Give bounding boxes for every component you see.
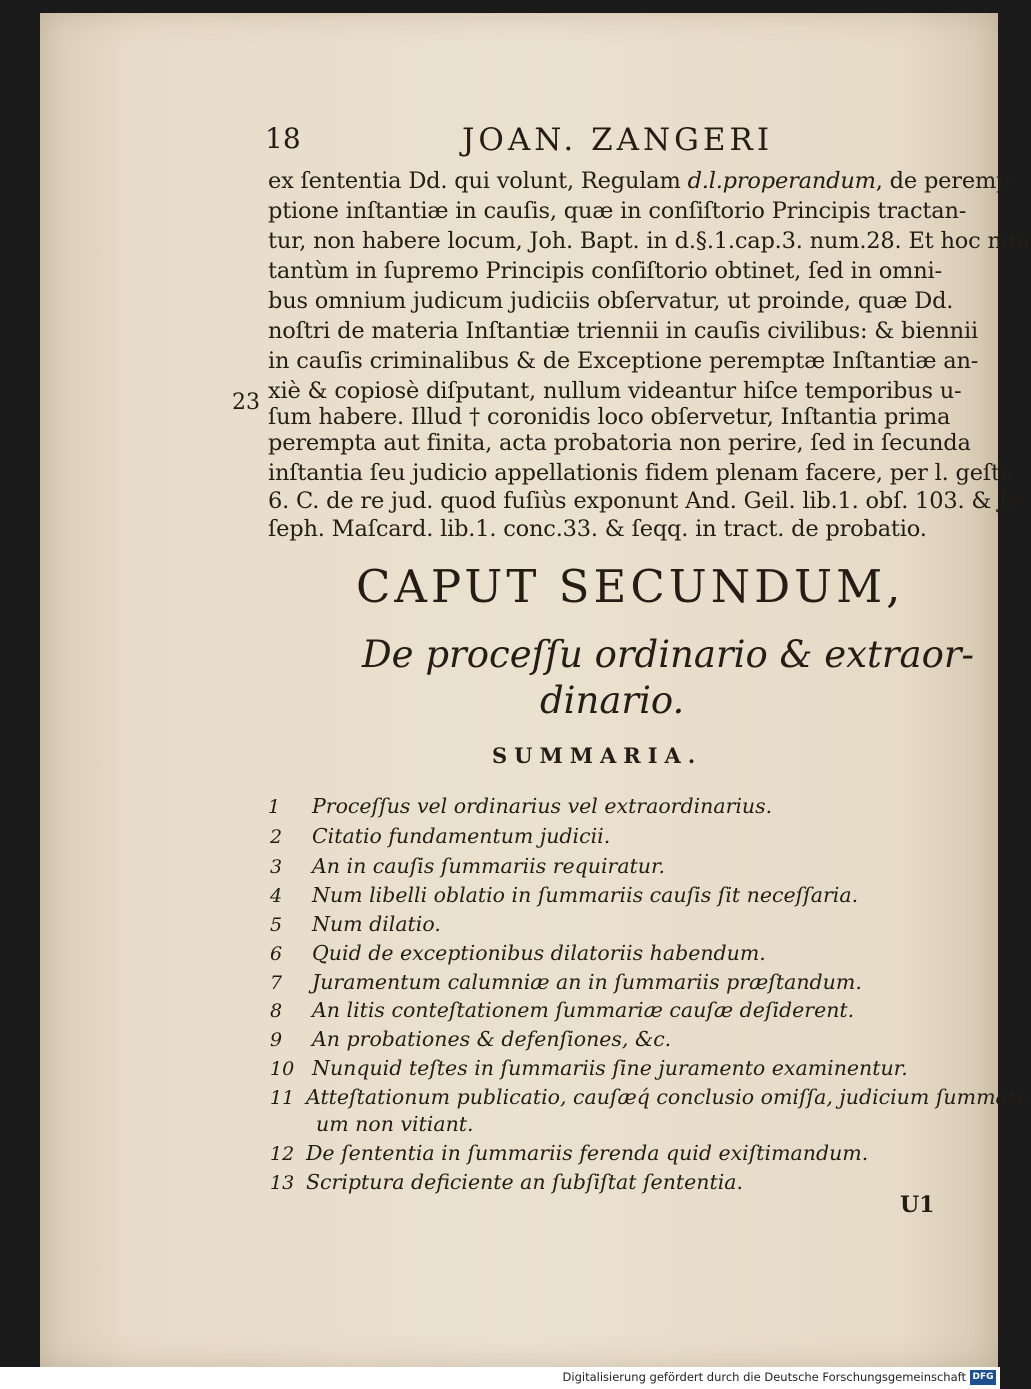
body-line: 6. C. de re jud. quod fuſiùs exponunt And. Geil. lib.1. obſ. 103. & Jo- — [268, 488, 1028, 514]
summary-number: 13 — [270, 1172, 295, 1194]
summary-text: An litis conteſtationem ſummariæ cauſæ deſiderent. — [312, 998, 855, 1022]
chapter-subtitle-line1: De proceſſu ordinario & extraor- — [362, 633, 975, 676]
summary-number: 11 — [270, 1087, 295, 1109]
chapter-subtitle-line2: dinario. — [540, 679, 685, 722]
running-title: JOAN. ZANGERI — [462, 122, 774, 158]
body-line: in cauſis criminalibus & de Exceptione peremptæ Inſtantiæ an- — [268, 348, 979, 374]
summary-text: Juramentum calumniæ an in ſummariis præſtandum. — [312, 970, 862, 994]
margin-note-number: 23 — [232, 390, 260, 415]
summary-text: Quid de exceptionibus dilatoriis habendum. — [312, 941, 766, 965]
body-line: ex ſententia Dd. qui volunt, Regulam d.l.properandum, de peremp- — [268, 168, 1018, 194]
summary-number: 1 — [268, 796, 281, 818]
body-line: bus omnium judicum judiciis obſervatur, ut proinde, quæ Dd. — [268, 288, 954, 314]
summary-number: 12 — [270, 1143, 295, 1165]
summary-number: 6 — [270, 943, 283, 965]
summary-number: 10 — [270, 1058, 295, 1080]
catchword: U1 — [900, 1192, 935, 1218]
summary-number: 3 — [270, 856, 283, 878]
body-line: xiè & copiosè diſputant, nullum videantur hiſce temporibus u- — [268, 378, 962, 404]
summary-text: An in cauſis ſummariis requiratur. — [312, 854, 666, 878]
summary-text: Nunquid teſtes in ſummariis ſine juramento examinentur. — [312, 1056, 908, 1080]
body-line: tur, non habere locum, Joh. Bapt. in d.§.1.cap.3. num.28. Et hoc non — [268, 228, 1030, 254]
summary-text: Citatio fundamentum judicii. — [312, 824, 611, 848]
summary-text: Num libelli oblatio in ſummariis cauſis ſit neceſſaria. — [312, 883, 859, 907]
summary-number: 8 — [270, 1000, 283, 1022]
summaria-heading: SUMMARIA. — [492, 743, 703, 768]
summary-number: 2 — [270, 826, 283, 848]
summary-text: Num dilatio. — [312, 912, 441, 936]
body-line: noſtri de materia Inſtantiæ triennii in cauſis civilibus: & biennii — [268, 318, 978, 344]
summary-number: 9 — [270, 1029, 283, 1051]
page-number: 18 — [265, 122, 301, 155]
summary-text: Atteſtationum publicatio, cauſæq́ conclusio omiſſa, judicium ſummari- — [306, 1085, 1031, 1109]
chapter-title: CAPUT SECUNDUM, — [356, 560, 905, 613]
body-line: ſeph. Maſcard. lib.1. conc.33. & ſeqq. in tract. de probatio. — [268, 516, 927, 542]
body-line: perempta aut finita, acta probatoria non perire, ſed in ſecunda — [268, 430, 971, 456]
body-line: tantùm in ſupremo Principis conſiſtorio obtinet, ſed in omni- — [268, 258, 942, 284]
body-line: inſtantia ſeu judicio appellationis fidem plenam facere, per l. geſta — [268, 460, 1014, 486]
digitization-credit: Digitalisierung gefördert durch die Deutsche Forschungsgemeinschaft — [562, 1370, 966, 1384]
summary-text: Proceſſus vel ordinarius vel extraordinarius. — [312, 794, 773, 818]
summary-text-continuation: um non vitiant. — [316, 1112, 474, 1136]
summary-text: An probationes & defenſiones, &c. — [312, 1027, 672, 1051]
summary-number: 4 — [270, 885, 283, 907]
summary-number: 7 — [270, 972, 283, 994]
summary-number: 5 — [270, 914, 283, 936]
body-line: ptione inſtantiæ in cauſis, quæ in conſiſtorio Principis tractan- — [268, 198, 967, 224]
dfg-logo: DFG — [970, 1370, 996, 1385]
summary-text: De ſententia in ſummariis ferenda quid exiſtimandum. — [306, 1141, 869, 1165]
summary-text: Scriptura deficiente an ſubſiſtat ſententia. — [306, 1170, 743, 1194]
body-line: ſum habere. Illud † coronidis loco obſervetur, Inſtantia prima — [268, 404, 951, 430]
